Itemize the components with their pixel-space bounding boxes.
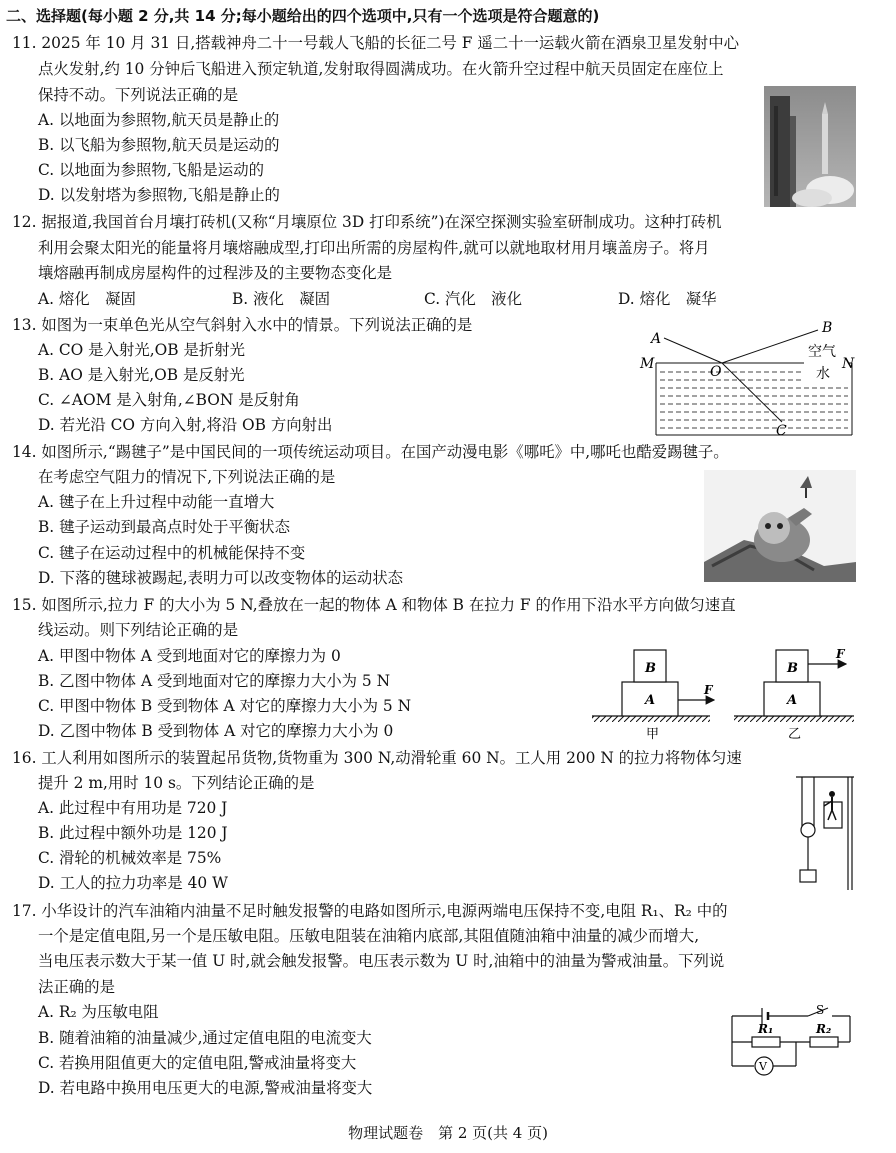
label-air: 空气 [808,344,836,360]
q17-line-4: 法正确的是 [38,978,115,996]
q14-option-a: A. 毽子在上升过程中动能一直增大 [38,493,275,511]
q11-line-2: 点火发射,约 10 分钟后飞船进入预定轨道,发射取得圆满成功。在火箭升空过程中航天员固定在座位上 [38,60,724,78]
q17-option-a: A. R₂ 为压敏电阻 [38,1003,159,1021]
left-label-b: B [645,661,656,676]
q15-line-2: 线运动。则下列结论正确的是 [38,621,239,639]
q11-option-d: D. 以发射塔为参照物,飞船是静止的 [38,186,280,204]
nezha-shuttlecock-photo [704,470,856,582]
label-a: A [651,331,662,347]
refraction-diagram [636,318,858,438]
q16-option-d: D. 工人的拉力功率是 40 W [38,874,228,892]
ray-ao [664,338,722,363]
q12-option-d: D. 熔化 凝华 [618,290,717,308]
q15-option-c: C. 甲图中物体 B 受到物体 A 对它的摩擦力大小为 5 N [38,697,412,715]
q13-option-d: D. 若光沿 CO 方向入射,将沿 OB 方向射出 [38,416,333,434]
friction-blocks-diagram [588,644,858,742]
r1-label: R₁ [758,1022,774,1036]
q15-line-1: 15. 如图所示,拉力 F 的大小为 5 N,叠放在一起的物体 A 和物体 B 在拉力 F 的作用下沿水平方向做匀速直 [12,596,736,614]
q12-option-b: B. 液化 凝固 [232,290,331,308]
q17-line-2: 一个是定值电阻,另一个是压敏电阻。压敏电阻装在油箱内底部,其阻值随油箱中油量的减少而增大, [38,927,700,945]
pulley-lift-diagram [792,774,856,892]
q14-option-c: C. 毽子在运动过程中的机械能保持不变 [38,544,306,562]
alarm-circuit-diagram [724,1004,856,1082]
q12-option-a: A. 熔化 凝固 [38,290,136,308]
q17-line-1: 17. 小华设计的汽车油箱内油量不足时触发报警的电路如图所示,电源两端电压保持不变,电阻 R₁、R₂ 中的 [12,902,728,920]
q17-option-d: D. 若电路中换用电压更大的电源,警戒油量将变大 [38,1079,373,1097]
page-footer: 物理试题卷 第 2 页(共 4 页) [348,1124,548,1142]
q16-option-c: C. 滑轮的机械效率是 75% [38,849,222,867]
q14-option-b: B. 毽子运动到最高点时处于平衡状态 [38,518,290,536]
q11-option-b: B. 以飞船为参照物,航天员是运动的 [38,136,280,154]
q13-option-a: A. CO 是入射光,OB 是折射光 [38,341,246,359]
q16-line-1: 16. 工人利用如图所示的装置起吊货物,货物重为 300 N,动滑轮重 60 N。工人用 200 N 的拉力将物体匀速 [12,749,742,767]
rocket-launch-photo [764,86,856,207]
q15-option-a: A. 甲图中物体 A 受到地面对它的摩擦力为 0 [38,647,341,665]
right-label-b: B [787,661,798,676]
switch-label: S [816,1004,825,1017]
q16-line-2: 提升 2 m,用时 10 s。下列结论正确的是 [38,774,315,792]
q11-option-c: C. 以地面为参照物,飞船是运动的 [38,161,264,179]
q17-line-3: 当电压表示数大于某一值 U 时,就会触发报警。电压表示数为 U 时,油箱中的油量为警戒油量。下列说 [38,952,725,970]
r2-label: R₂ [816,1022,832,1036]
left-caption: 甲 [646,727,660,742]
left-label-a: A [645,693,656,708]
q11-option-a: A. 以地面为参照物,航天员是静止的 [38,111,280,129]
q17-option-c: C. 若换用阻值更大的定值电阻,警戒油量将变大 [38,1054,357,1072]
right-label-a: A [787,693,798,708]
q13-option-c: C. ∠AOM 是入射角,∠BON 是反射角 [38,391,300,409]
q17-option-b: B. 随着油箱的油量减少,通过定值电阻的电流变大 [38,1029,372,1047]
q11-line-1: 11. 2025 年 10 月 31 日,搭载神舟二十一号载人飞船的长征二号 F 遥二十一运载火箭在酒泉卫星发射中心 [12,34,739,52]
q12-line-3: 壤熔融再制成房屋构件的过程涉及的主要物态变化是 [38,264,392,282]
label-c: C [776,423,787,438]
right-label-f: F [836,647,845,661]
section-title: 二、选择题(每小题 2 分,共 14 分;每小题给出的四个选项中,只有一个选项是符合题意的) [6,7,600,25]
q12-line-2: 利用会聚太阳光的能量将月壤熔融成型,打印出所需的房屋构件,就可以就地取材用月壤盖房子。将月 [38,239,710,257]
q12-line-1: 12. 据报道,我国首台月壤打砖机(又称“月壤原位 3D 打印系统”)在深空探测实验室研制成功。这种打砖机 [12,213,722,231]
q14-option-d: D. 下落的毽球被踢起,表明力可以改变物体的运动状态 [38,569,404,587]
voltmeter-label: V [759,1060,767,1073]
q13-line-1: 13. 如图为一束单色光从空气斜射入水中的情景。下列说法正确的是 [12,316,473,334]
label-b: B [822,320,833,336]
q15-option-d: D. 乙图中物体 B 受到物体 A 对它的摩擦力大小为 0 [38,722,394,740]
q13-option-b: B. AO 是入射光,OB 是反射光 [38,366,245,384]
q16-option-b: B. 此过程中额外功是 120 J [38,824,228,842]
q14-line-1: 14. 如图所示,“踢毽子”是中国民间的一项传统运动项目。在国产动漫电影《哪吒》中,哪吒也酷爱踢毽子。 [12,443,729,461]
ray-ob [722,330,818,363]
q15-option-b: B. 乙图中物体 A 受到地面对它的摩擦力大小为 5 N [38,672,391,690]
q11-line-3: 保持不动。下列说法正确的是 [38,86,239,104]
right-caption: 乙 [788,727,802,742]
left-label-f: F [704,683,713,697]
label-n: N [842,356,855,372]
q12-option-c: C. 汽化 液化 [424,290,522,308]
q16-option-a: A. 此过程中有用功是 720 J [38,799,228,817]
label-m: M [640,356,655,372]
label-water: 水 [816,366,830,382]
q14-line-2: 在考虑空气阻力的情况下,下列说法正确的是 [38,468,336,486]
label-o: O [710,364,722,380]
